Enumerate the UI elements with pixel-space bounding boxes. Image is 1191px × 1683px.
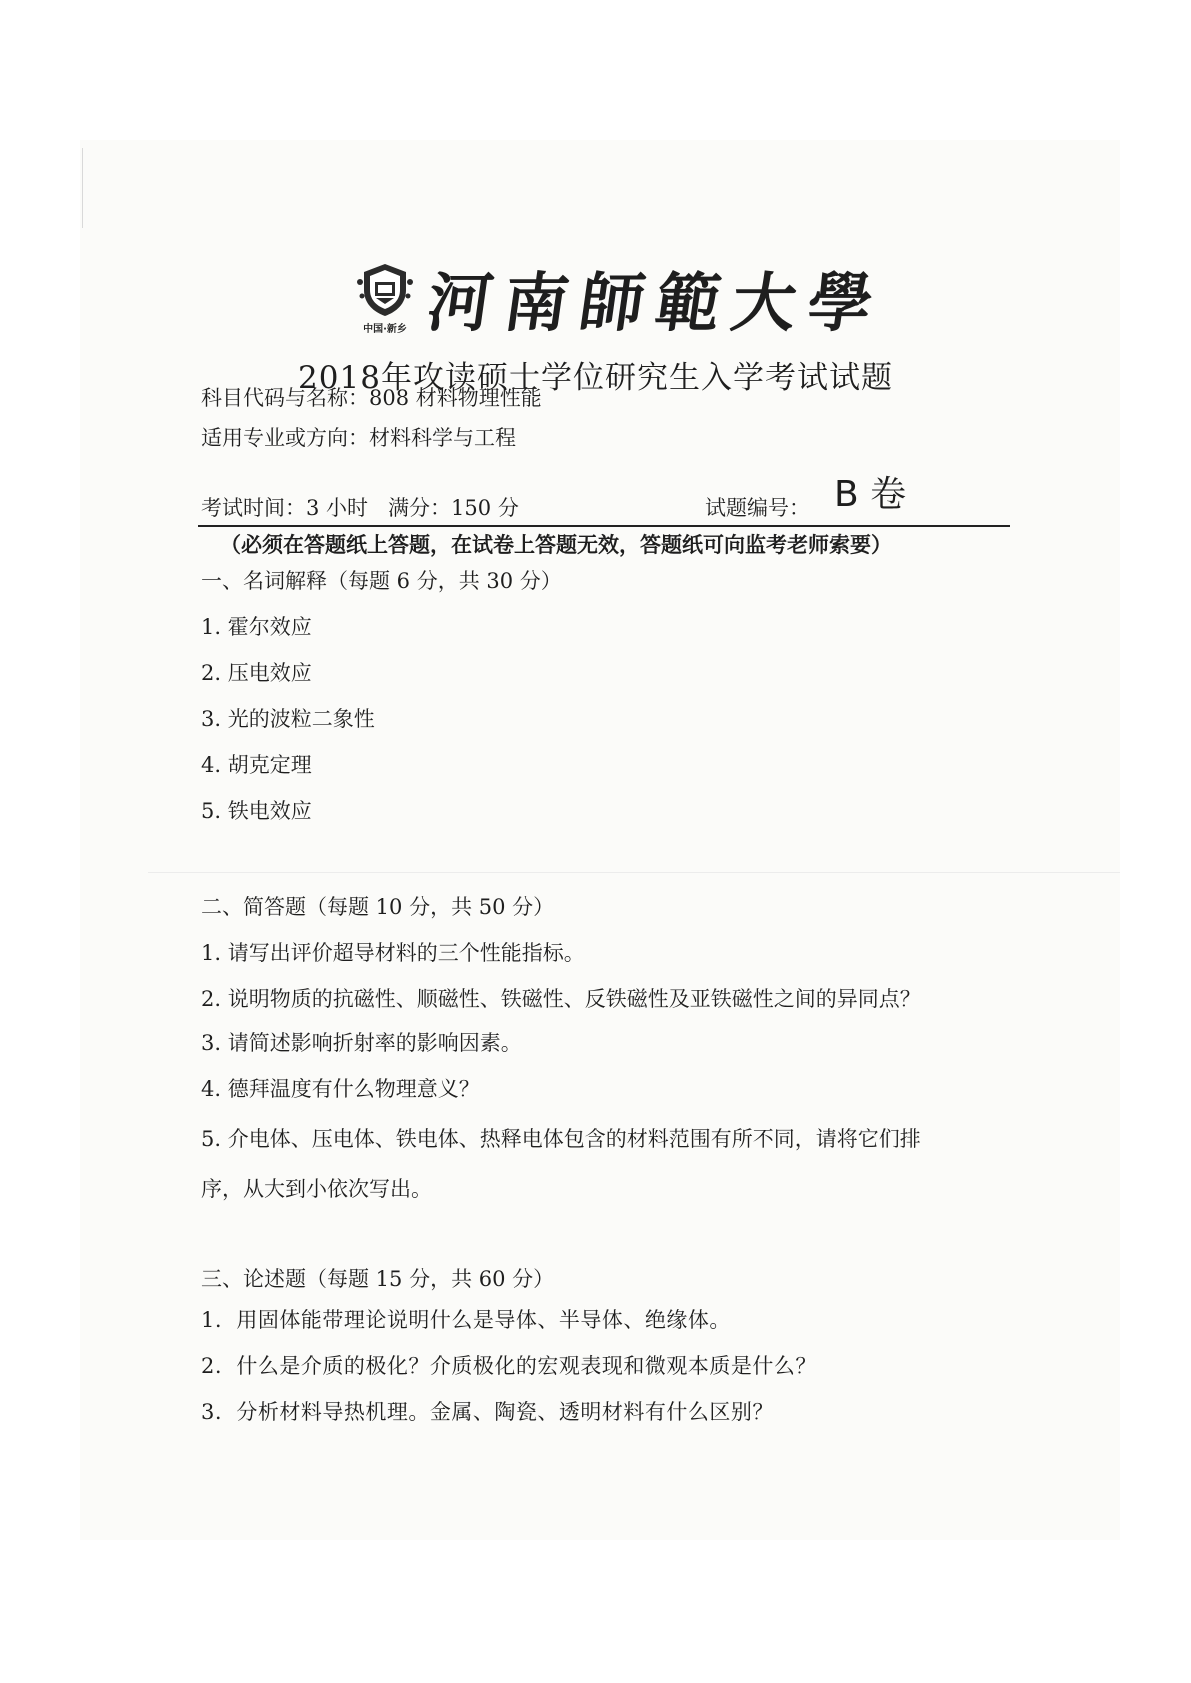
- header-rule: [198, 525, 1010, 527]
- section3-item: 1. 用固体能带理论说明什么是导体、半导体、绝缘体。: [201, 1308, 731, 1332]
- paper-code: B 卷: [834, 474, 907, 515]
- paper-code-label: 试题编号：: [705, 496, 810, 520]
- time-score-line: 考试时间：3 小时 满分：150 分: [201, 496, 519, 520]
- section3-item: 3. 分析材料导热机理。金属、陶瓷、透明材料有什么区别？: [201, 1400, 774, 1424]
- section1-item: 1. 霍尔效应: [201, 615, 312, 639]
- scan-edge-mark: [82, 148, 83, 228]
- section1-item: 5. 铁电效应: [201, 799, 312, 823]
- emblem-seal-icon: [354, 262, 416, 318]
- section2-item: 3. 请简述影响折射率的影响因素。: [201, 1031, 522, 1055]
- university-name: 河南師範大學: [422, 266, 890, 341]
- section3-heading: 三、论述题（每题 15 分，共 60 分）: [201, 1267, 555, 1291]
- answer-notice: （必须在答题纸上答题，在试卷上答题无效，答题纸可向监考老师索要）: [220, 532, 892, 557]
- section1-item: 4. 胡克定理: [201, 753, 312, 777]
- section2-item: 1. 请写出评价超导材料的三个性能指标。: [201, 941, 585, 965]
- section1-item: 2. 压电效应: [201, 661, 312, 685]
- major-line: 适用专业或方向：材料科学与工程: [201, 426, 516, 450]
- section2-item: 5. 介电体、压电体、铁电体、热释电体包含的材料范围有所不同，请将它们排: [201, 1127, 921, 1151]
- section2-item-continued: 序，从大到小依次写出。: [201, 1177, 432, 1201]
- section3-item: 2. 什么是介质的极化？介质极化的宏观表现和微观本质是什么？: [201, 1354, 817, 1378]
- emblem-caption: 中国·新乡: [363, 324, 407, 335]
- exam-title: 2018年攻读硕士学位研究生入学考试试题: [298, 360, 893, 396]
- paper-fold-line: [148, 872, 1120, 873]
- section1-item: 3. 光的波粒二象性: [201, 707, 375, 731]
- section2-heading: 二、简答题（每题 10 分，共 50 分）: [201, 895, 555, 919]
- university-emblem: [352, 262, 418, 335]
- university-logo: [352, 262, 890, 344]
- section1-heading: 一、名词解释（每题 6 分，共 30 分）: [201, 569, 562, 593]
- section2-item: 4. 德拜温度有什么物理意义？: [201, 1077, 480, 1101]
- subject-line: 科目代码与名称：808 材料物理性能: [201, 386, 542, 410]
- section2-item: 2. 说明物质的抗磁性、顺磁性、铁磁性、反铁磁性及亚铁磁性之间的异同点？: [201, 987, 921, 1011]
